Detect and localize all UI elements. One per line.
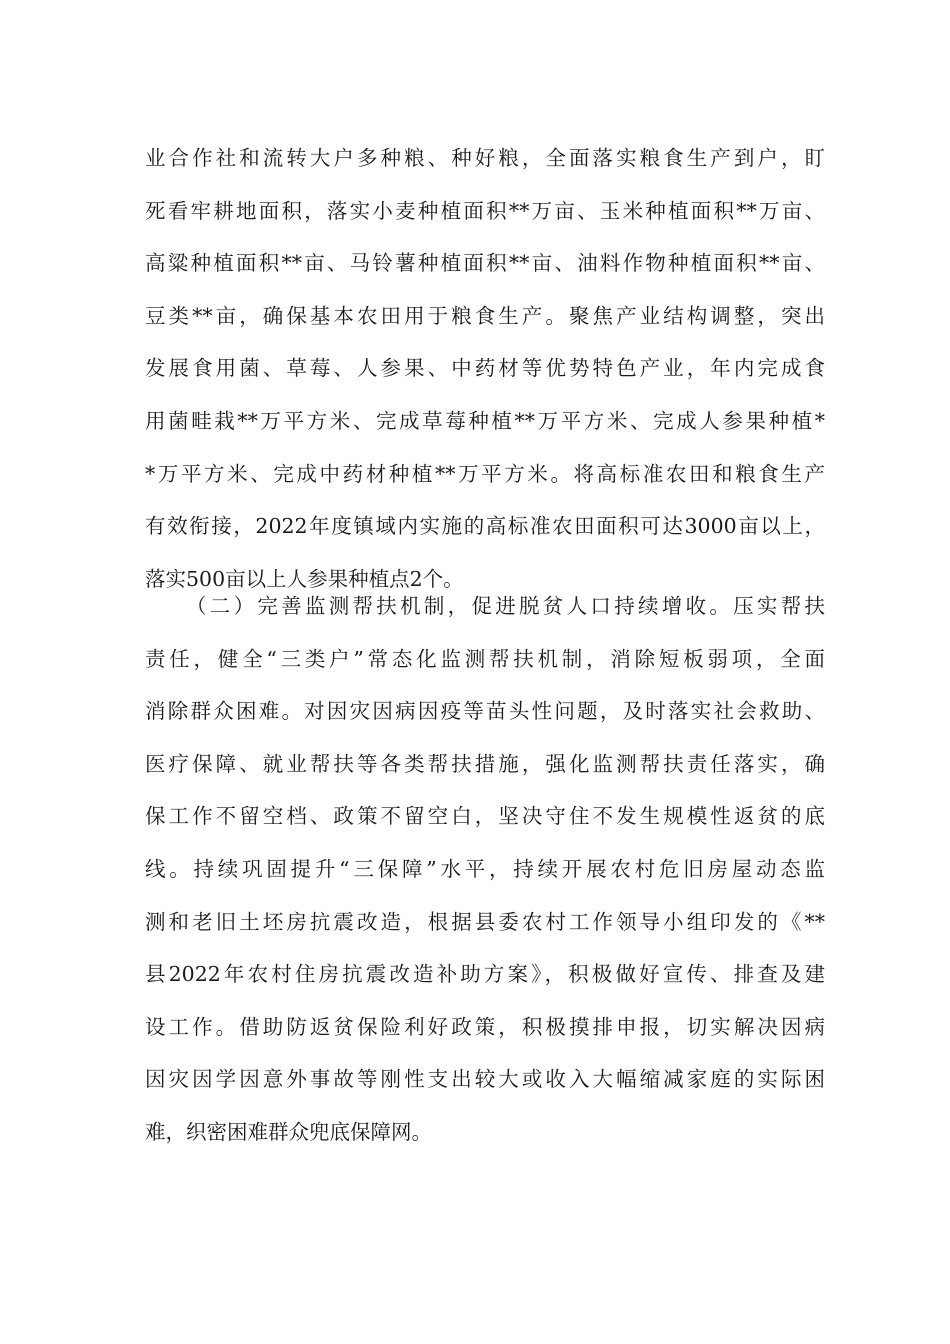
text-line: （二）完善监测帮扶机制，促进脱贫人口持续增收。压实帮扶 — [186, 594, 825, 618]
text-line: 有效衔接，2022年度镇域内实施的高标准农田面积可达3000亩以上， — [145, 514, 825, 539]
text-line: *万平方米、完成中药材种植**万平方米。将高标准农田和粮食生产 — [145, 461, 825, 486]
text-line: 因灾因学因意外事故等刚性支出较大或收入大幅缩减家庭的实际困 — [145, 1067, 825, 1092]
text-line: 医疗保障、就业帮扶等各类帮扶措施，强化监测帮扶责任落实，确 — [145, 751, 825, 776]
text-line: 高粱种植面积**亩、马铃薯种植面积**亩、油料作物种植面积**亩、 — [145, 251, 825, 276]
text-line: 县2022年农村住房抗震改造补助方案》，积极做好宣传、排查及建 — [145, 962, 825, 987]
paragraph-poverty-monitoring — [145, 580, 825, 1159]
text-line: 难，织密困难群众兜底保障网。 — [145, 1119, 432, 1144]
paragraph-farming — [145, 132, 825, 605]
text-line: 线。持续巩固提升“三保障”水平，持续开展农村危旧房屋动态监 — [145, 856, 825, 881]
text-line: 设工作。借助防返贫保险利好政策，积极摸排申报，切实解决因病 — [145, 1014, 825, 1039]
text-line: 豆类**亩，确保基本农田用于粮食生产。聚焦产业结构调整，突出 — [145, 303, 825, 328]
text-line: 消除群众困难。对因灾因病因疫等苗头性问题，及时落实社会救助、 — [145, 699, 825, 724]
text-line: 责任，健全“三类户”常态化监测帮扶机制，消除短板弱项，全面 — [145, 646, 825, 671]
text-line: 用菌畦栽**万平方米、完成草莓种植**万平方米、完成人参果种植* — [145, 408, 825, 433]
text-line: 保工作不留空档、政策不留空白，坚决守住不发生规模性返贫的底 — [145, 804, 825, 829]
text-line: 业合作社和流转大户多种粮、种好粮，全面落实粮食生产到户，盯 — [145, 146, 825, 170]
text-line: 死看牢耕地面积，落实小麦种植面积**万亩、玉米种植面积**万亩、 — [145, 198, 825, 223]
text-line: 测和老旧土坯房抗震改造，根据县委农村工作领导小组印发的《** — [145, 909, 825, 934]
text-line: 发展食用菌、草莓、人参果、中药材等优势特色产业，年内完成食 — [145, 356, 825, 381]
text-line: 落实500亩以上人参果种植点2个。 — [145, 566, 464, 591]
